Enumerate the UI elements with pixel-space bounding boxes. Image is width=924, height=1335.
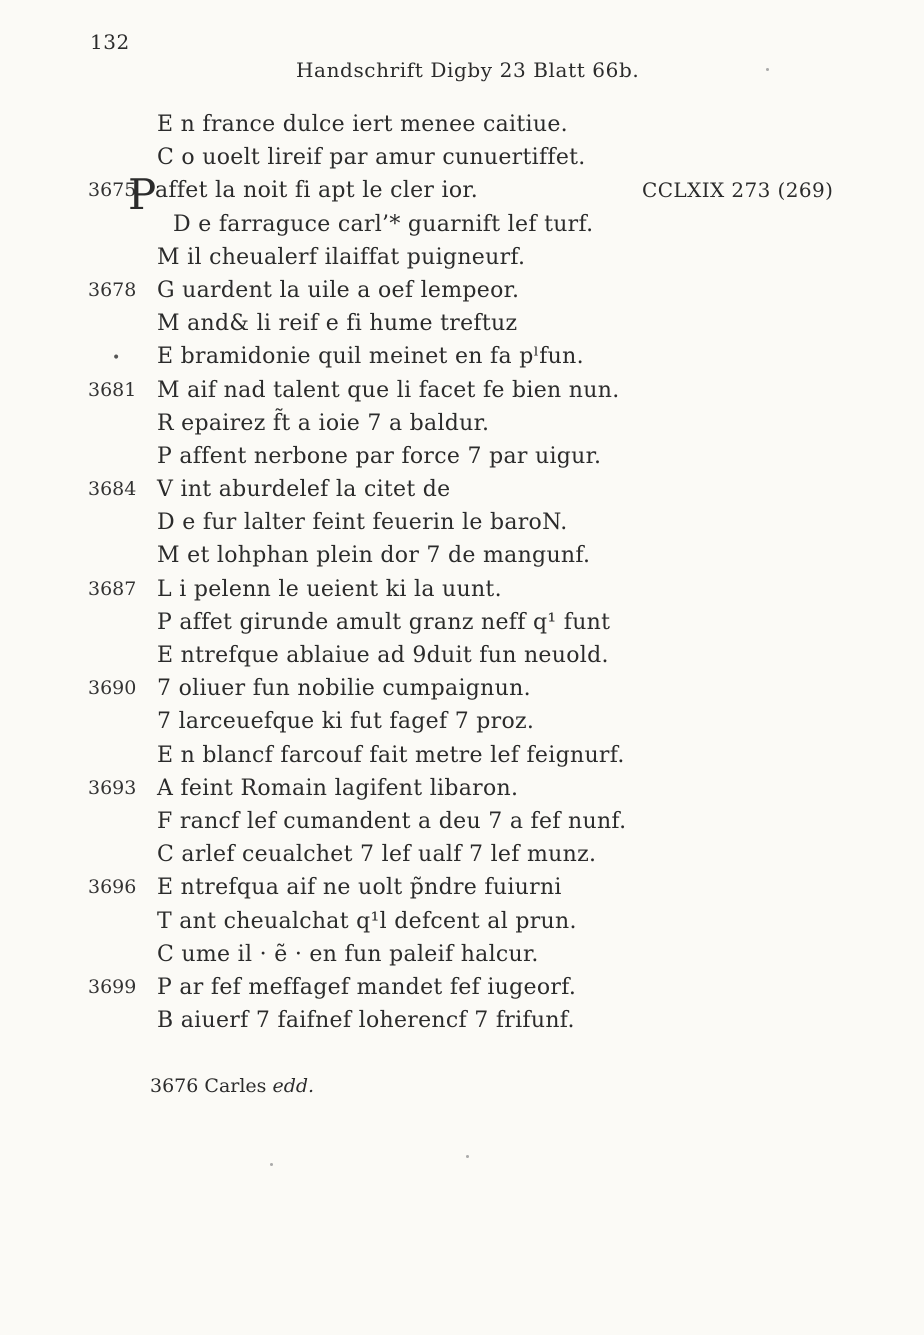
line-number: 3684 xyxy=(88,478,137,501)
paper-speck xyxy=(270,1163,273,1166)
verse-line xyxy=(0,672,924,705)
verse-text: E ntrefqua aif ne uolt p̃ndre fuiurni xyxy=(157,875,562,901)
verse-line xyxy=(0,539,924,572)
line-number: 3690 xyxy=(88,677,137,700)
verse-text: F rancf lef cumandent a deu 7 a fef nunf. xyxy=(157,808,627,834)
verse-text: 7 larceuefque ki fut fagef 7 proz. xyxy=(157,709,535,735)
paper-speck xyxy=(466,1155,469,1158)
verse-line xyxy=(0,407,924,440)
verse-line xyxy=(0,606,924,639)
verse-line xyxy=(0,838,924,871)
verse-text: M il cheualerf ilaiffat puigneurf. xyxy=(157,244,526,270)
page-number: 132 xyxy=(90,30,130,54)
margin-mark: • xyxy=(112,350,121,367)
verse-line xyxy=(0,170,924,220)
verse-line xyxy=(0,374,924,407)
verse-text: P affent nerbone par force 7 par uigur. xyxy=(157,443,602,469)
verse-line xyxy=(0,739,924,772)
verse-line xyxy=(0,805,924,838)
verse-line xyxy=(0,871,924,904)
verse-line xyxy=(0,772,924,805)
verse-text: B aiuerf 7 faifnef loherencf 7 frifunf. xyxy=(157,1008,575,1034)
running-head: Handschrift Digby 23 Blatt 66b. xyxy=(296,58,640,82)
verse-text: T ant cheualchat q¹l defcent al prun. xyxy=(157,908,577,934)
line-number: 3687 xyxy=(88,577,137,600)
verse-line xyxy=(0,440,924,473)
verse-text: E bramidonie quil meinet en fa pˡfun. xyxy=(157,344,584,370)
verse-line xyxy=(0,473,924,506)
verse-line xyxy=(0,639,924,672)
verse-line xyxy=(0,938,924,971)
decorated-initial: P xyxy=(128,170,157,220)
line-number: 3693 xyxy=(88,776,137,799)
verse-text: 7 oliuer fun nobilie cumpaignun. xyxy=(157,676,531,702)
line-number: 3675 xyxy=(88,179,137,202)
verse-text: M and& li reif e fi hume treftuz xyxy=(157,311,518,337)
line-number: 3678 xyxy=(88,278,137,301)
verse-text: V int aburdelef la citet de xyxy=(157,477,451,503)
verse-line xyxy=(0,274,924,307)
footnote-line-number: 3676 xyxy=(150,1075,199,1097)
paper-speck xyxy=(766,68,769,71)
verse-line xyxy=(0,208,924,241)
verse-text: E ntrefque ablaiue ad 9duit fun neuold. xyxy=(157,643,609,668)
verse-text: affet la noit fi apt le cler ior. xyxy=(155,178,479,204)
verse-text: D e farraguce carl’* guarnift lef turf. xyxy=(173,211,594,237)
verse-line xyxy=(0,1004,924,1037)
verse-text: E n france dulce iert menee caitiue. xyxy=(157,112,568,137)
verse-text: C ume il · ẽ · en fun paleif halcur. xyxy=(157,941,539,967)
verse-text: C arlef ceualchet 7 lef ualf 7 lef munz. xyxy=(157,842,597,868)
verse-text: D e fur lalter feint feuerin le baroN. xyxy=(157,510,568,536)
verse-text: M et lohphan plein dor 7 de mangunf. xyxy=(157,543,591,569)
footnote-word: Carles xyxy=(204,1075,267,1097)
verse-text: G uardent la uile a oef lempeor. xyxy=(157,277,520,303)
verse-line xyxy=(0,573,924,606)
verse-text: R epairez f̃t a ioie 7 a baldur. xyxy=(157,410,490,436)
verse-line xyxy=(0,506,924,539)
footnote-editor-note: edd. xyxy=(272,1075,315,1097)
line-number: 3699 xyxy=(88,975,137,998)
line-number: 3681 xyxy=(88,378,137,401)
verse-line xyxy=(0,905,924,938)
verse-text: E n blancf farcouf fait metre lef feignurf. xyxy=(157,742,625,768)
verse-text: A feint Romain lagifent libaron. xyxy=(157,775,519,801)
verse-line xyxy=(0,971,924,1004)
verse-text: M aif nad talent que li facet fe bien nun. xyxy=(157,377,620,403)
verse-line xyxy=(0,108,924,141)
verse-text: P affet girunde amult granz neff q¹ funt xyxy=(157,609,611,635)
verse-line xyxy=(0,241,924,274)
verse-text: C o uoelt lireif par amur cunuertiffet. xyxy=(157,145,586,171)
verse-text: L i pelenn le ueient ki la uunt. xyxy=(157,576,502,602)
verse-line xyxy=(0,340,924,373)
verse-line xyxy=(0,307,924,340)
verse-text: P ar fef meffagef mandet fef iugeorf. xyxy=(157,974,577,1000)
verse-line xyxy=(0,705,924,738)
verse-block xyxy=(0,108,924,1037)
footnote xyxy=(150,1075,314,1097)
laisse-reference: CCLXIX 273 (269) xyxy=(642,178,834,203)
line-number: 3696 xyxy=(88,876,137,899)
